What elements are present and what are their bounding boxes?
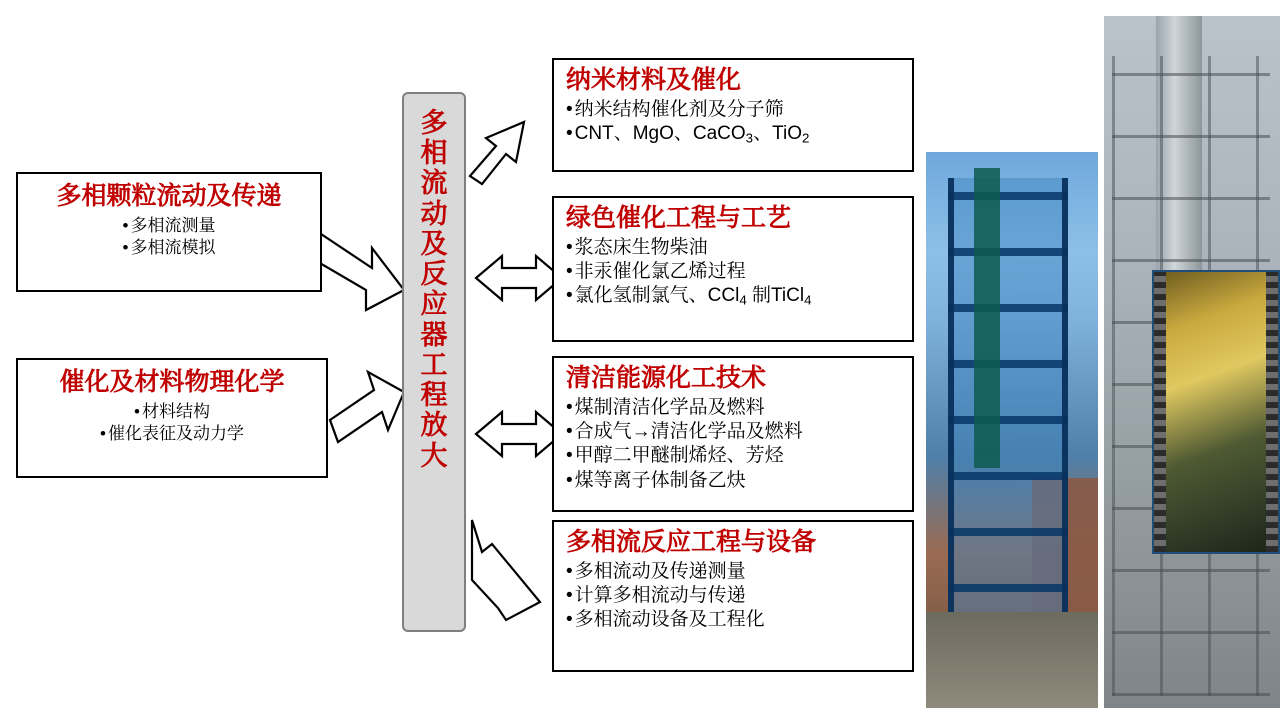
box-green-catalysis-title: 绿色催化工程与工艺 bbox=[566, 204, 792, 232]
list-item: • 多相流测量 bbox=[18, 215, 320, 237]
box-nano-materials-catalysis-title: 纳米材料及催化 bbox=[566, 66, 742, 94]
photo-blue-tower bbox=[948, 178, 1068, 648]
list-item: • 甲醇二甲醚制烯烃、芳烃 bbox=[566, 444, 912, 468]
box-clean-energy-bullets bbox=[566, 396, 912, 493]
list-item: • 非汞催化氯乙烯过程 bbox=[566, 260, 912, 284]
list-item: • 合成气→清洁化学品及燃料 bbox=[566, 420, 912, 444]
arrow-left-top-to-center bbox=[318, 232, 404, 310]
box-nano-materials-catalysis[interactable] bbox=[552, 58, 914, 172]
photo-green-vessel bbox=[974, 168, 1000, 468]
arrow-center-to-nano bbox=[470, 122, 524, 184]
list-item: • 氯化氢制氯气、CCl$_4$ 制TiCl$_4$ bbox=[566, 284, 912, 308]
box-clean-energy[interactable] bbox=[552, 356, 914, 512]
box-multiphase-reaction-equipment-bullets bbox=[566, 560, 912, 633]
list-item: • 纳米结构催化剂及分子筛 bbox=[566, 98, 912, 122]
box-particle-flow-title: 多相颗粒流动及传递 bbox=[56, 182, 282, 210]
box-particle-flow-bullets bbox=[18, 215, 320, 259]
box-catalysis-materials-bullets bbox=[18, 401, 326, 445]
list-item: • 计算多相流动与传递 bbox=[566, 584, 912, 608]
box-nano-materials-catalysis-bullets bbox=[566, 98, 912, 147]
photo-inset-right-strip bbox=[1266, 272, 1278, 552]
photo-ground bbox=[926, 612, 1098, 708]
list-item: • 多相流动设备及工程化 bbox=[566, 608, 912, 632]
photo-inset-left-strip bbox=[1154, 272, 1166, 552]
box-catalysis-materials[interactable] bbox=[16, 358, 328, 478]
list-item: • CNT、MgO、CaCO$_3$、TiO$_2$ bbox=[566, 122, 912, 146]
box-green-catalysis-bullets bbox=[566, 236, 912, 309]
center-node-label: 多 相 流 动 及 反 应 器 工 程 放 大 bbox=[420, 108, 448, 471]
blue-pilot-plant-photo bbox=[926, 152, 1098, 708]
box-clean-energy-title: 清洁能源化工技术 bbox=[566, 364, 767, 392]
box-particle-flow[interactable] bbox=[16, 172, 322, 292]
box-multiphase-reaction-equipment-title: 多相流反应工程与设备 bbox=[566, 528, 817, 556]
box-green-catalysis[interactable] bbox=[552, 196, 914, 342]
list-item: • 材料结构 bbox=[18, 401, 326, 423]
arrow-center-to-green bbox=[476, 256, 562, 300]
list-item: • 催化表征及动力学 bbox=[18, 423, 326, 445]
list-item: • 多相流模拟 bbox=[18, 237, 320, 259]
list-item: • 多相流动及传递测量 bbox=[566, 560, 912, 584]
box-multiphase-reaction-equipment[interactable] bbox=[552, 520, 914, 672]
box-catalysis-materials-title: 催化及材料物理化学 bbox=[59, 368, 285, 396]
list-item: • 煤等离子体制备乙炔 bbox=[566, 469, 912, 493]
center-node-multiphase-scaleup[interactable] bbox=[402, 92, 466, 632]
arrow-center-to-clean bbox=[476, 412, 562, 456]
arrow-left-bottom-to-center bbox=[330, 372, 404, 442]
list-item: • 煤制清洁化学品及燃料 bbox=[566, 396, 912, 420]
flame-reactor-inset-photo bbox=[1152, 270, 1280, 554]
arrow-center-to-multiphase bbox=[472, 520, 540, 620]
list-item: • 浆态床生物柴油 bbox=[566, 236, 912, 260]
